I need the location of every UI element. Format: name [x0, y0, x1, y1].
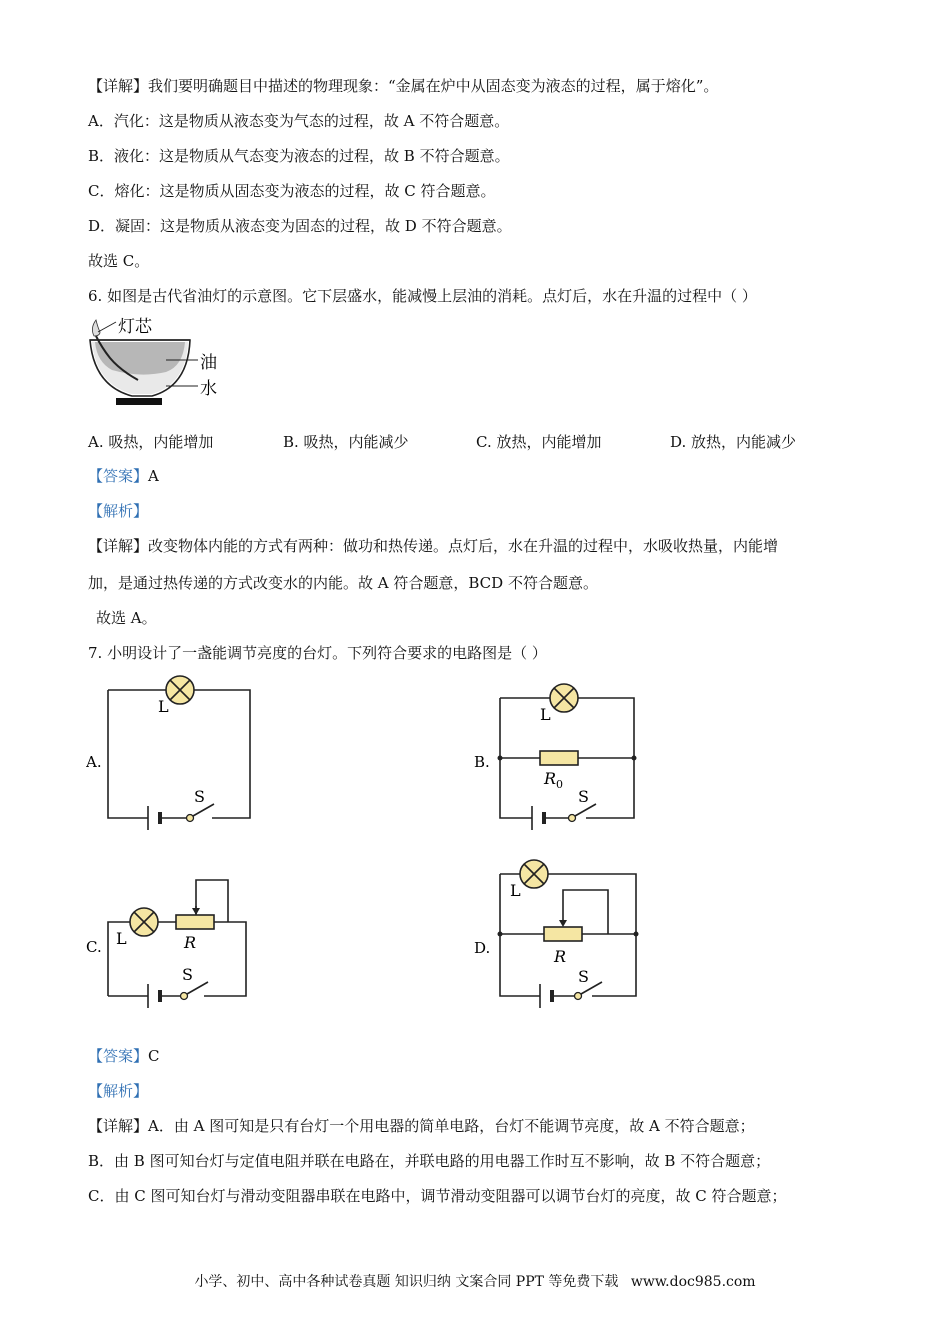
q5-line-a: A．汽化：这是物质从液态变为气态的过程，故 A 不符合题意。	[88, 112, 510, 130]
circuit-a	[86, 672, 266, 832]
q7-answer: 【答案】C	[88, 1047, 160, 1065]
switch-icon	[187, 804, 215, 822]
battery-icon	[148, 806, 160, 830]
battery-icon	[540, 984, 552, 1008]
rheostat-label: R	[554, 947, 567, 966]
switch-label: S	[578, 967, 589, 986]
switch-label: S	[578, 787, 589, 806]
circuit-b-letter: B.	[474, 753, 490, 771]
lamp-base	[116, 398, 162, 405]
wick-label: 灯芯	[118, 317, 152, 337]
q6-stem: 6. 如图是古代省油灯的示意图。它下层盛水，能减慢上层油的消耗。点灯后，水在升温的过程中（ ）	[88, 287, 757, 305]
lamp-label: L	[540, 705, 551, 724]
lamp-icon	[550, 684, 578, 712]
lamp-label: L	[510, 881, 521, 900]
footer-text: 小学、初中、高中各种试卷真题 知识归纳 文案合同 PPT 等免费下载	[194, 1274, 619, 1290]
q6-conclusion: 故选 A。	[96, 609, 157, 627]
oil-lamp-figure	[86, 314, 236, 410]
q7-stem: 7. 小明设计了一盏能调节亮度的台灯。下列符合要求的电路图是（ ）	[88, 644, 547, 662]
rheostat-icon	[176, 915, 214, 929]
q6-detail-2: 加，是通过热传递的方式改变水的内能。故 A 符合题意，BCD 不符合题意。	[88, 574, 598, 592]
circuit-b	[474, 680, 654, 832]
switch-label: S	[182, 965, 193, 984]
q6-analysis-tag: 【解析】	[88, 502, 149, 520]
lamp-icon	[166, 676, 194, 704]
resistor-label: $R_0$	[544, 769, 564, 791]
q7-analysis-tag: 【解析】	[88, 1082, 149, 1100]
oil-label: 油	[200, 353, 217, 373]
q7-detail-b: B．由 B 图可知台灯与定值电阻并联在电路在，并联电路的用电器工作时互不影响，故 B 不符合题意；	[88, 1152, 771, 1170]
switch-label: S	[194, 787, 205, 806]
page-footer	[0, 1271, 950, 1291]
rheostat-icon	[544, 927, 582, 941]
footer-site-link[interactable]: www.doc985.com	[630, 1274, 756, 1290]
water-label: 水	[200, 379, 217, 399]
q6-option-b: B. 吸热，内能减少	[283, 433, 409, 451]
resistor-icon	[540, 751, 578, 765]
q6-option-c: C. 放热，内能增加	[476, 433, 602, 451]
circuit-d	[474, 858, 654, 1012]
flame	[92, 320, 100, 336]
lamp-label: L	[158, 697, 169, 716]
battery-icon	[148, 984, 160, 1008]
rheostat-label: R	[184, 933, 197, 952]
lamp-label: L	[116, 929, 127, 948]
q5-line-d: D．凝固：这是物质从液态变为固态的过程，故 D 不符合题意。	[88, 217, 512, 235]
q6-option-d: D. 放热，内能减少	[670, 433, 797, 451]
switch-icon	[569, 804, 597, 822]
lamp-icon	[520, 860, 548, 888]
q6-detail-1: 【详解】改变物体内能的方式有两种：做功和热传递。点灯后，水在升温的过程中，水吸收热量，内能增	[88, 537, 779, 555]
q6-option-a: A. 吸热，内能增加	[88, 433, 214, 451]
circuit-c	[86, 872, 266, 1012]
switch-icon	[181, 982, 209, 1000]
lamp-icon	[130, 908, 158, 936]
q5-conclusion: 故选 C。	[88, 252, 150, 270]
q7-detail-a: 【详解】A．由 A 图可知是只有台灯一个用电器的简单电路，台灯不能调节亮度，故 A 不符合题意；	[88, 1117, 755, 1135]
q5-detail: 【详解】我们要明确题目中描述的物理现象：“金属在炉中从固态变为液态的过程，属于熔化”。	[88, 77, 719, 95]
circuit-d-letter: D.	[474, 939, 491, 957]
q6-answer: 【答案】A	[88, 467, 159, 485]
circuit-a-letter: A.	[86, 753, 102, 771]
q5-line-b: B．液化：这是物质从气态变为液态的过程，故 B 不符合题意。	[88, 147, 510, 165]
q5-line-c: C．熔化：这是物质从固态变为液态的过程，故 C 符合题意。	[88, 182, 496, 200]
q7-detail-c: C．由 C 图可知台灯与滑动变阻器串联在电路中，调节滑动变阻器可以调节台灯的亮度，故 C 符合题意；	[88, 1187, 787, 1205]
battery-icon	[532, 806, 544, 830]
circuit-c-letter: C.	[86, 938, 102, 956]
